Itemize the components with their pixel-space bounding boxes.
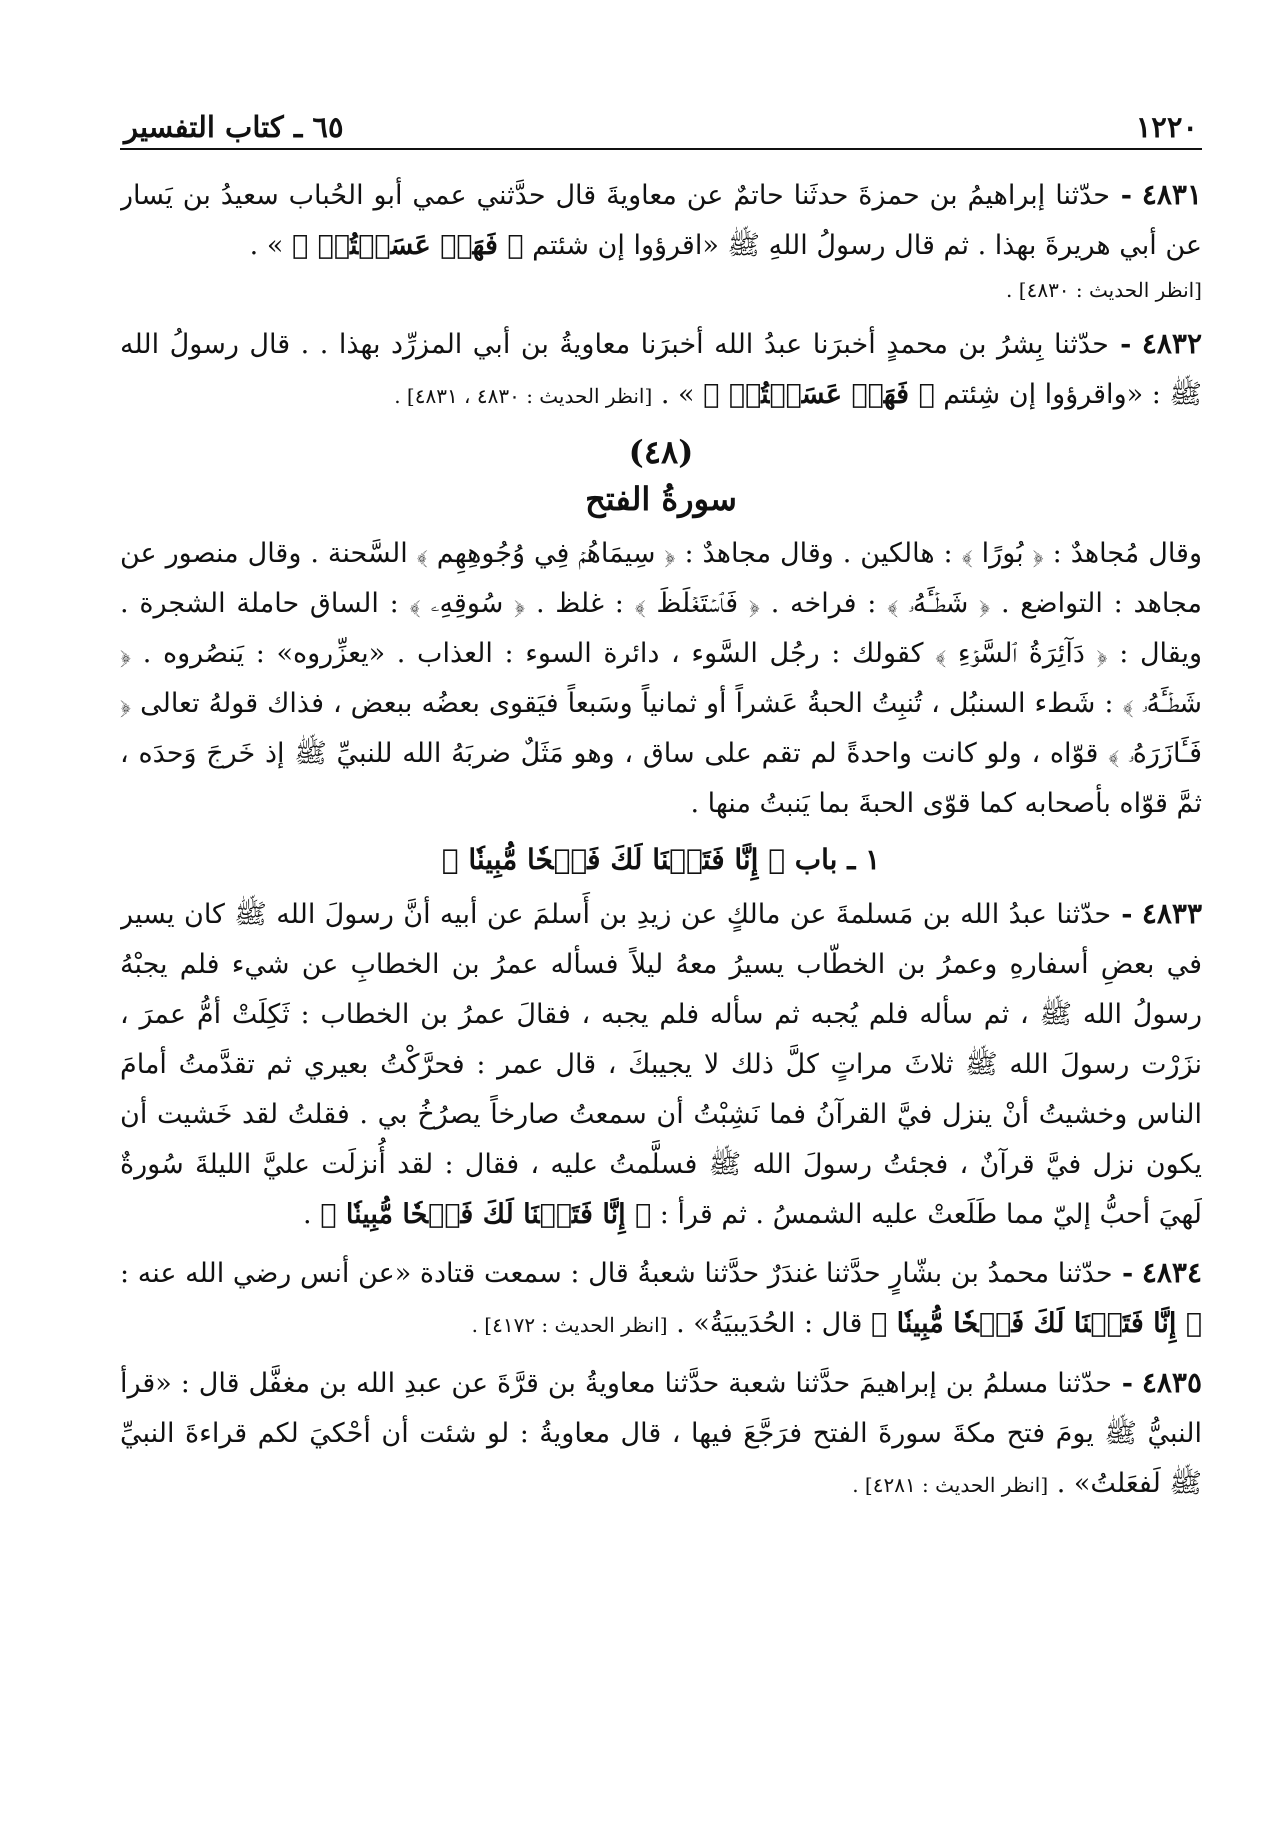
hadith-dash: - xyxy=(1108,329,1132,360)
hadith-reference: [انظر الحديث : ٤٢٨١] . xyxy=(852,1473,1049,1497)
hadith-4834 xyxy=(120,1248,1202,1350)
page-header xyxy=(120,92,1202,150)
hadith-end: . xyxy=(303,1199,312,1230)
hadith-reference: [انظر الحديث : ٤١٧٢] . xyxy=(471,1313,668,1337)
hadith-end: » . xyxy=(249,230,284,261)
hadith-end: » . xyxy=(660,379,695,410)
book-title: ٦٥ ـ كتاب التفسير xyxy=(124,110,344,144)
hadith-4835 xyxy=(120,1358,1202,1510)
page-content xyxy=(120,150,1202,1510)
quran-quote: ﴿ إِنَّا فَتَحۡنَا لَكَ فَتۡحٗا مُّبِينٗا ﴾ xyxy=(320,1199,652,1230)
bab-heading xyxy=(120,837,1202,883)
bab-quran: ﴿ إِنَّا فَتَحۡنَا لَكَ فَتۡحٗا مُّبِينٗا ﴾ xyxy=(441,843,786,876)
hadith-4831 xyxy=(120,170,1202,271)
hadith-dash: - xyxy=(1111,899,1133,930)
hadith-dash: - xyxy=(1109,180,1132,211)
hadith-text: حدّثنا عبدُ الله بن مَسلمةَ عن مالكٍ عن زيدِ بن أَسلمَ عن أبيه أنَّ رسولَ الله ﷺ كان يسير في بعضِ أسفارهِ وعمرُ بن الخطّاب يسيرُ معهُ ليلاً فسأله عمرُ بن الخطابِ عن شيء فلم يجبْهُ رسولُ الله ﷺ ، ثم سأله فلم يُجبه ثم سأله فلم يجبه ، فقالَ عمرُ بن الخطاب : ثَكِلَتْ أمُّ عمرَ ، نزَرْت رسولَ الله ﷺ ثلاثَ مراتٍ كلَّ ذلك لا يجيبكَ ، قال عمر : فحرَّكْتُ بعيري ثم تقدَّمتُ أمامَ الناس وخشيتُ أنْ ينزل فيَّ القرآنُ فما نَشِبْتُ أن سمعتُ صارخاً يصرُخُ بي . فقلتُ لقد خَشيت أن يكون نزل فيَّ قرآنٌ ، فجئتُ رسولَ الله ﷺ فسلَّمتُ عليه ، فقال : لقد أُنزلَت عليَّ الليلةَ سُورةٌ لَهيَ أحبُّ إليّ مما طَلَعتْ عليه الشمسُ . ثم قرأ : xyxy=(120,899,1202,1230)
quran-quote: ﴿ إِنَّا فَتَحۡنَا لَكَ فَتۡحٗا مُّبِينٗا ﴾ xyxy=(871,1308,1202,1339)
hadith-number: ٤٨٣٤ xyxy=(1141,1256,1202,1289)
hadith-number: ٤٨٣١ xyxy=(1141,178,1202,211)
hadith-text: حدّثنا بِشرُ بن محمدٍ أخبرَنا عبدُ الله أخبرَنا معاويةُ بن أبي المزرِّد بهذا . . قال رسولُ الله ﷺ : «واقرؤوا إن شِئتم xyxy=(120,329,1202,410)
hadith-4832 xyxy=(120,319,1202,421)
surah-intro: وقال مُجاهدٌ : ﴿ بُورًا ﴾ : هالكين . وقال مجاهدٌ : ﴿ سِيمَاهُمۡ فِي وُجُوهِهِم ﴾ السَّحنة . وقال منصور عن مجاهد : التواضع . ﴿ شَطۡـَٔهُۥ ﴾ : فراخه . ﴿ فَٱسۡتَغۡلَظَ ﴾ : غلظ . ﴿ سُوقِهِۦ ﴾ : الساق حاملة الشجرة . ويقال : ﴿ دَآئِرَةُ ٱلسَّوۡءِ ﴾ كقولك : رجُل السَّوء ، دائرة السوء : العذاب . «يعزِّروه» : يَنصُروه . ﴿ شَطۡـَٔهُۥ ﴾ : شَطء السنبُل ، تُنبِتُ الحبةُ عَشراً أو ثمانياً وسَبعاً فيَقوى بعضُه ببعض ، فذاك قولهُ تعالى ﴿ فَـَٔازَرَهُۥ ﴾ قوّاه ، ولو كانت واحدةً لم تقم على ساق ، وهو مَثَلٌ ضربَهُ الله للنبيِّ ﷺ إذ خَرجَ وَحدَه ، ثمَّ قوّاه بأصحابه كما قوّى الحبةَ بما يَنبتُ منها . xyxy=(120,538,1202,819)
hadith-dash: - xyxy=(1112,1258,1134,1289)
bab-label: ١ ـ باب xyxy=(794,843,881,876)
surah-title: سورةُ الفتح xyxy=(585,480,737,518)
quran-quote: ﴿ فَهَلۡ عَسَيۡتُمۡ ﴾ xyxy=(703,379,935,410)
hadith-number: ٤٨٣٥ xyxy=(1141,1366,1202,1399)
page-number: ١٢٢٠ xyxy=(1135,110,1198,144)
book-page xyxy=(120,92,1202,1782)
hadith-text: حدّثنا إبراهيمُ بن حمزةَ حدثَنا حاتمٌ عن معاويةَ قال حدَّثني عمي أبو الحُباب سعيدُ بن يَسار عن أبي هريرةَ بهذا . ثم قال رسولُ اللهِ ﷺ «اقرؤوا إن شئتم xyxy=(120,180,1202,261)
hadith-text: حدّثنا محمدُ بن بشّارٍ حدَّثنا غندَرٌ حدَّثنا شعبةُ قال : سمعت قتادة «عن أنس رضي الله عنه : xyxy=(120,1258,1113,1289)
hadith-dash: - xyxy=(1111,1368,1133,1399)
hadith-text: حدّثنا مسلمُ بن إبراهيمَ حدَّثنا شعبة حدَّثنا معاويةُ بن قرَّةَ عن عبدِ الله بن مغفَّل قال : «قرأ النبيُّ ﷺ يومَ فتح مكةَ سورةَ الفتح فرَجَّعَ فيها ، قال معاويةُ : لو شئت أن أحْكيَ لكم قراءةَ النبيِّ ﷺ لَفعَلتُ» . xyxy=(120,1368,1202,1499)
hadith-4833 xyxy=(120,889,1202,1240)
hadith-reference: [انظر الحديث : ٤٨٣٠ ، ٤٨٣١] . xyxy=(394,384,653,408)
reference-text: [انظر الحديث : ٤٨٣٠] . xyxy=(1006,278,1202,302)
hadith-end: قال : الحُدَيبيَةُ» . xyxy=(676,1308,863,1339)
surah-number: (٤٨) xyxy=(628,433,694,471)
hadith-reference xyxy=(120,273,1202,307)
hadith-number: ٤٨٣٢ xyxy=(1141,327,1202,360)
hadith-number: ٤٨٣٣ xyxy=(1141,897,1202,930)
quran-quote: ﴿ فَهَلۡ عَسَيۡتُمۡ ﴾ xyxy=(291,230,524,261)
